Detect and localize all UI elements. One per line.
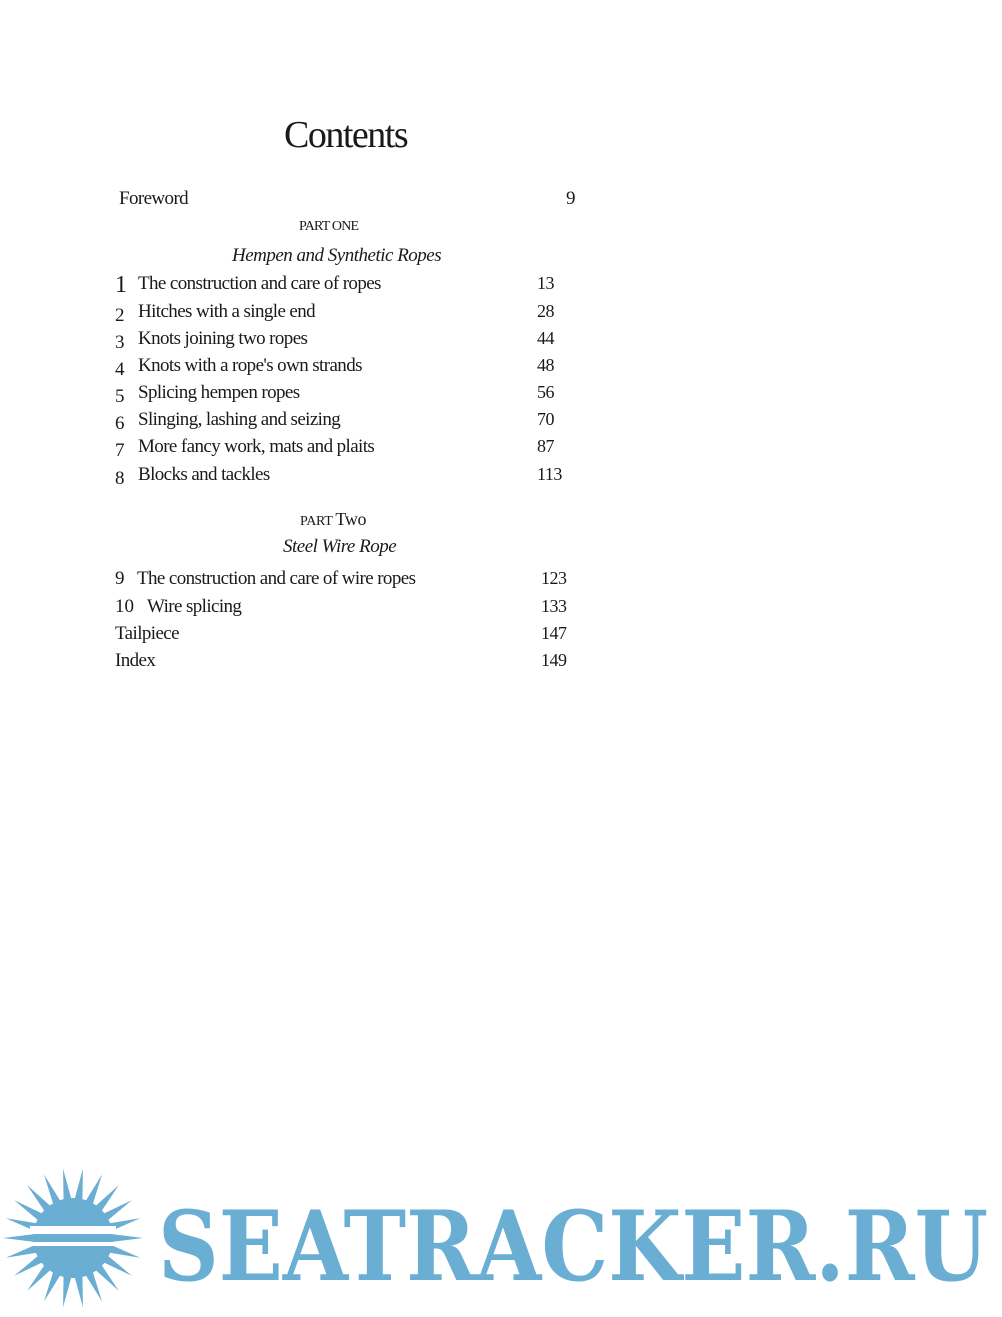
chapter-title: Blocks and tackles (138, 464, 270, 485)
sun-ray (85, 1174, 102, 1205)
chapter-number: 5 (115, 386, 125, 407)
chapter-number: 1 (115, 272, 127, 298)
chapter-number: 8 (115, 468, 125, 489)
sun-ray (108, 1245, 140, 1258)
chapter-title: Knots with a rope's own strands (138, 355, 362, 376)
chapter-page: 133 (541, 596, 567, 616)
sun-ray (3, 1234, 35, 1242)
part-two-heading-part: PART (300, 514, 333, 529)
chapter-number: 6 (115, 413, 125, 434)
sun-ray (63, 1275, 72, 1307)
sun-icon (3, 1169, 143, 1308)
end-matter-page: 149 (541, 650, 567, 670)
sun-ray (74, 1169, 83, 1201)
chapter-title: More fancy work, mats and plaits (138, 436, 375, 457)
chapter-page: 28 (537, 301, 554, 321)
sun-ray (85, 1271, 102, 1302)
chapter-title: Slinging, lashing and seizing (138, 409, 341, 430)
chapter-number: 9 (115, 568, 125, 589)
toc-foreword-label: Foreword (119, 188, 189, 209)
part-one-heading: PART ONE (299, 219, 359, 234)
page-title: Contents (284, 114, 408, 156)
chapter-number: 4 (115, 359, 125, 380)
sun-ray (74, 1275, 83, 1307)
part-two-heading-word: Two (335, 509, 367, 529)
watermark (0, 1168, 1002, 1308)
end-matter-label: Tailpiece (115, 623, 179, 644)
sun-ray (111, 1234, 143, 1242)
chapter-number: 2 (115, 305, 125, 326)
chapter-number: 3 (115, 332, 125, 353)
chapter-title: Splicing hempen ropes (138, 382, 300, 403)
sun-ray (44, 1174, 61, 1205)
chapter-title: Knots joining two ropes (138, 328, 308, 349)
chapter-page: 48 (537, 355, 554, 375)
chapter-page: 13 (537, 273, 554, 293)
chapter-page: 56 (537, 382, 554, 402)
chapter-title: Hitches with a single end (138, 301, 316, 322)
watermark-text: SEATRACKER.RU (158, 1190, 988, 1303)
chapter-title: The construction and care of ropes (138, 273, 381, 294)
end-matter-page: 147 (541, 623, 567, 643)
sun-ray (44, 1271, 61, 1302)
sun-ray (6, 1245, 38, 1258)
chapter-page: 44 (537, 328, 554, 348)
chapter-title: Wire splicing (147, 596, 242, 617)
chapter-page: 87 (537, 436, 554, 456)
end-matter-label: Index (115, 650, 156, 671)
part-two-heading (300, 510, 366, 529)
toc-foreword-page: 9 (566, 188, 575, 209)
part-one-subtitle: Hempen and Synthetic Ropes (232, 245, 442, 266)
sun-ray (63, 1169, 72, 1201)
chapter-page: 70 (537, 409, 554, 429)
chapter-title: The construction and care of wire ropes (137, 568, 416, 589)
chapter-number: 10 (115, 596, 134, 617)
chapter-number: 7 (115, 440, 125, 461)
chapter-page: 113 (537, 464, 562, 484)
watermark-graphic (0, 1168, 1002, 1308)
chapter-page: 123 (541, 568, 567, 588)
part-two-subtitle: Steel Wire Rope (283, 536, 397, 557)
